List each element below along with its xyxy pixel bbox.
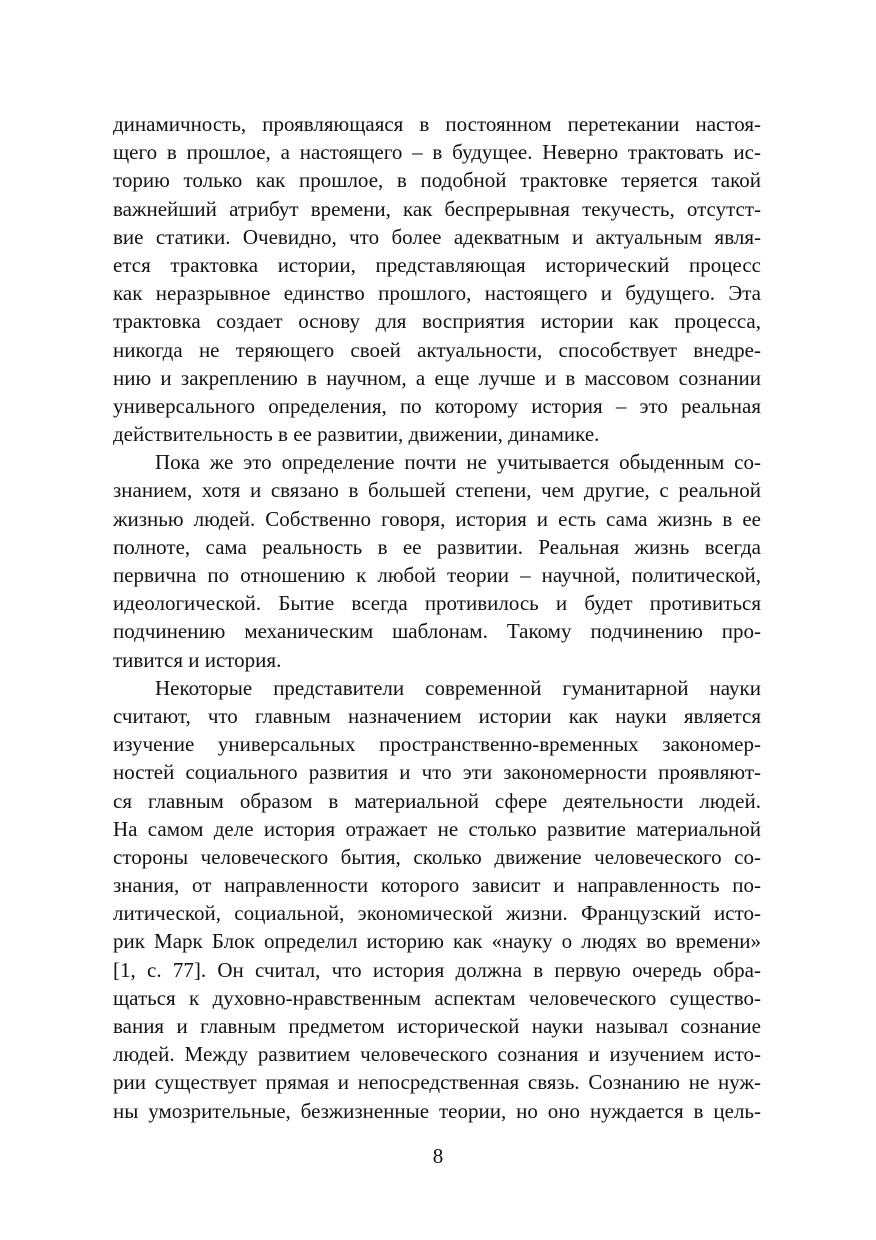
text-line: На самом деле история отражает не столько развитие материальной	[113, 816, 761, 841]
text-line: действительность в ее развитии, движении, динамике.	[113, 422, 600, 447]
body-text	[113, 110, 761, 1125]
text-line: рик Марк Блок определил историю как «науку о людях во времени»	[113, 929, 761, 954]
text-line: ся главным образом в материальной сфере деятельности людей.	[113, 788, 761, 813]
text-line: нию и закреплению в научном, а еще лучше и в массовом сознании	[113, 365, 761, 390]
text-line: изучение универсальных пространственно-временных закономер-	[113, 732, 761, 757]
text-line: щего в прошлое, а настоящего – в будущее. Неверно трактовать ис-	[113, 140, 761, 165]
text-line: жизнью людей. Собственно говоря, история и есть сама жизнь в ее	[113, 506, 761, 531]
text-line: считают, что главным назначением истории как науки является	[113, 703, 761, 728]
text-line: вие статики. Очевидно, что более адекватным и актуальным явля-	[113, 224, 761, 249]
text-line: полноте, сама реальность в ее развитии. Реальная жизнь всегда	[113, 534, 761, 559]
text-line: литической, социальной, экономической жизни. Французский исто-	[113, 901, 761, 926]
text-line: вания и главным предметом исторической науки называл сознание	[113, 1014, 761, 1038]
text-line: динамичность, проявляющаяся в постоянном перетекании настоя-	[113, 112, 761, 136]
paragraph-3	[113, 674, 761, 1125]
text-line: первична по отношению к любой теории – научной, политической,	[113, 563, 761, 587]
text-line: торию только как прошлое, в подобной трактовке теряется такой	[113, 168, 761, 193]
text-line: как неразрывное единство прошлого, настоящего и будущего. Эта	[113, 281, 761, 306]
text-line: ностей социального развития и что эти закономерности проявляют-	[113, 760, 761, 785]
paragraph-2	[113, 448, 761, 674]
text-line: ны умозрительные, безжизненные теории, но оно нуждается в цель-	[113, 1098, 761, 1123]
text-line: Пока же это определение почти не учитывается обыденным со-	[155, 450, 761, 475]
text-line: [1, с. 77]. Он считал, что история должна в первую очередь обра-	[113, 957, 761, 982]
text-line: людей. Между развитием человеческого сознания и изучением исто-	[113, 1042, 761, 1067]
text-line: знанием, хотя и связано в большей степени, чем другие, с реальной	[113, 478, 761, 503]
text-line: Некоторые представители современной гуманитарной науки	[155, 675, 761, 700]
text-line: идеологической. Бытие всегда противилось и будет противиться	[113, 591, 761, 616]
text-line: ется трактовка истории, представляющая исторический процесс	[113, 252, 761, 277]
text-line: знания, от направленности которого зависит и направленность по-	[113, 873, 761, 898]
text-line: универсального определения, по которому история – это реальная	[113, 393, 761, 418]
text-line: никогда не теряющего своей актуальности, способствует внедре-	[113, 337, 761, 362]
text-line: тивится и история.	[113, 647, 282, 672]
text-line: рии существует прямая и непосредственная связь. Сознанию не нуж-	[113, 1070, 761, 1095]
text-line: трактовка создает основу для восприятия истории как процесса,	[113, 309, 761, 334]
text-line: щаться к духовно-нравственным аспектам человеческого существо-	[113, 985, 761, 1010]
text-line: важнейший атрибут времени, как беспрерывная текучесть, отсутст-	[113, 196, 761, 221]
page-number: 8	[432, 1144, 444, 1168]
text-line: стороны человеческого бытия, сколько движение человеческого со-	[113, 844, 761, 869]
text-line: подчинению механическим шаблонам. Такому подчинению про-	[113, 619, 761, 644]
paragraph-1	[113, 110, 761, 448]
